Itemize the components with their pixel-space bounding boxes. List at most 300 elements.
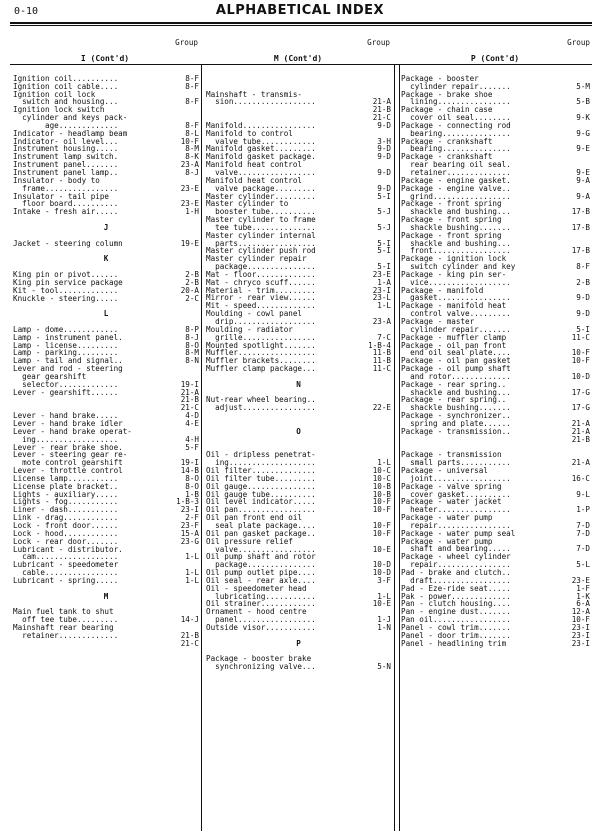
entry-text: Package - front spring bbox=[401, 215, 502, 225]
entry-text: Package - manifold heat bbox=[401, 301, 507, 311]
entry-group: 2-B bbox=[576, 277, 590, 287]
entry-text: cam.................. bbox=[13, 552, 119, 562]
entry-text: Lamp - tail and signal.. bbox=[13, 356, 123, 366]
spacer bbox=[206, 75, 391, 83]
entry-text: retainer............. bbox=[13, 630, 119, 640]
entry-text: Oil - speedometer head bbox=[206, 583, 307, 593]
entry-text: selector............. bbox=[13, 379, 119, 389]
entry-text: Muffler clamp package... bbox=[206, 364, 316, 374]
entry-text: Oil pan gasket package.. bbox=[206, 528, 316, 538]
entry-text: Package - front spring bbox=[401, 230, 502, 240]
index-entry bbox=[13, 240, 199, 248]
entry-text: License lamp........... bbox=[13, 473, 119, 483]
entry-text: grille................ bbox=[206, 332, 316, 342]
column-divider-2 bbox=[394, 64, 400, 831]
entry-text: Manifold gasket......... bbox=[206, 144, 316, 154]
entry-group: 10-F bbox=[180, 136, 199, 146]
entry-text: bearing............... bbox=[401, 144, 511, 154]
entry-text: Ornament - hood centre bbox=[206, 607, 307, 617]
entry-text: shackle bushing....... bbox=[401, 222, 511, 232]
entry-text: shaft and bearing..... bbox=[401, 544, 511, 554]
entry-group: 12-A bbox=[571, 607, 590, 617]
entry-text: Lubricant - speedometer bbox=[13, 560, 119, 570]
entry-group: 1-F bbox=[576, 583, 590, 593]
spacer bbox=[206, 412, 391, 420]
entry-group: 1-B-4 bbox=[368, 340, 391, 350]
entry-text: spring and plate...... bbox=[401, 418, 511, 428]
index-column-2 bbox=[206, 67, 391, 671]
entry-text: Package - crankshaft bbox=[401, 136, 493, 146]
index-entry bbox=[401, 428, 590, 436]
entry-group: 5-L bbox=[576, 560, 590, 570]
entry-group: 21-B bbox=[180, 395, 199, 405]
entry-text: Pad - Eze-ride seat..... bbox=[401, 583, 511, 593]
entry-group: 17-G bbox=[571, 403, 590, 413]
entry-text: Lever - steering gear re- bbox=[13, 450, 128, 460]
entry-group: 11-C bbox=[571, 332, 590, 342]
entry-group: 21-A bbox=[372, 97, 391, 107]
entry-text: Oil pan................. bbox=[206, 505, 316, 515]
entry-text: panel................. bbox=[206, 615, 316, 625]
entry-group: 23-I bbox=[571, 622, 590, 632]
entry-group: 9-D bbox=[377, 152, 391, 162]
entry-group: 21-A bbox=[571, 458, 590, 468]
entry-text: Package - muffler clamp bbox=[401, 332, 507, 342]
entry-text: Panel - cowl trim....... bbox=[401, 622, 511, 632]
entry-text: Oil filter.............. bbox=[206, 466, 316, 476]
entry-text: Package - booster bbox=[401, 73, 479, 83]
entry-group: 8-M bbox=[185, 348, 199, 358]
entry-text: Package - rear spring.. bbox=[401, 379, 507, 389]
entry-text: Oil pump outlet pipe.... bbox=[206, 568, 316, 578]
header-rule bbox=[10, 22, 592, 24]
entry-text: Oil seal - rear axle.... bbox=[206, 575, 316, 585]
entry-group: 23-I bbox=[571, 630, 590, 640]
entry-group: 1-H bbox=[185, 207, 199, 217]
entry-text: Instrument lamp switch. bbox=[13, 152, 119, 162]
entry-text: booster tube.......... bbox=[206, 207, 316, 217]
entry-text: Master cylinder to frame bbox=[206, 215, 316, 225]
entry-text: Lever - hand brake..... bbox=[13, 411, 119, 421]
entry-text: Package - valve spring bbox=[401, 481, 502, 491]
entry-text: Ignition coil cable.... bbox=[13, 81, 119, 91]
entry-text: front................. bbox=[401, 246, 511, 256]
entry-group: 10-F bbox=[571, 348, 590, 358]
entry-group: 8-F bbox=[185, 97, 199, 107]
entry-group: 9-A bbox=[576, 175, 590, 185]
entry-group: 3-H bbox=[377, 136, 391, 146]
entry-text: cylinder and keys pack- bbox=[13, 113, 128, 123]
entry-group: 23-A bbox=[180, 160, 199, 170]
entry-group: 5-F bbox=[185, 442, 199, 452]
entry-text: Jacket - steering column bbox=[13, 238, 123, 248]
entry-group: 19-E bbox=[180, 238, 199, 248]
entry-group: 10-F bbox=[571, 356, 590, 366]
entry-text: off tee tube......... bbox=[13, 615, 119, 625]
entry-text: small parts........... bbox=[401, 458, 511, 468]
entry-group: 23-E bbox=[180, 183, 199, 193]
entry-text: Material - trim......... bbox=[206, 285, 316, 295]
section-letter bbox=[13, 585, 199, 609]
entry-text: grind................. bbox=[401, 191, 511, 201]
entry-group: 23-G bbox=[180, 536, 199, 546]
section-letter-text: P bbox=[296, 638, 301, 648]
entry-group: 10-F bbox=[372, 528, 391, 538]
entry-group: 1-B-3 bbox=[176, 497, 199, 507]
entry-group: 4-E bbox=[185, 419, 199, 429]
entry-group: 9-L bbox=[576, 489, 590, 499]
entry-text: Lock - hood............ bbox=[13, 528, 119, 538]
entry-text: Package - connecting rod bbox=[401, 120, 511, 130]
entry-text: Package - oil pump shaft bbox=[401, 364, 511, 374]
entry-group: 21-A bbox=[180, 387, 199, 397]
section-letter bbox=[13, 247, 199, 271]
entry-group: 5-N bbox=[377, 662, 391, 672]
section-letter-text: M bbox=[103, 591, 109, 601]
entry-text: Instrument housing..... bbox=[13, 144, 119, 154]
column-heading-2: M (Cont'd) bbox=[273, 54, 323, 63]
entry-text: Manifold gasket package. bbox=[206, 152, 316, 162]
entry-group: 23-F bbox=[180, 520, 199, 530]
entry-group: 8-M bbox=[185, 144, 199, 154]
entry-group: 5-I bbox=[377, 262, 391, 272]
entry-group: 5-J bbox=[377, 222, 391, 232]
entry-text: valve................. bbox=[206, 167, 316, 177]
entry-group: 9-D bbox=[576, 309, 590, 319]
entry-text: gear gearshift bbox=[13, 371, 87, 381]
section-letter bbox=[13, 302, 199, 326]
index-entry bbox=[401, 436, 590, 444]
entry-group: 5-B bbox=[576, 97, 590, 107]
entry-group: 17-B bbox=[571, 222, 590, 232]
group-header-3: Group bbox=[567, 38, 590, 47]
entry-text: gasket................ bbox=[401, 293, 511, 303]
entry-text: repair................ bbox=[401, 520, 511, 530]
entry-text: Oil pressure relief bbox=[206, 536, 293, 546]
entry-group: 9-D bbox=[377, 120, 391, 130]
entry-group: 11-B bbox=[372, 348, 391, 358]
entry-group: 1-L bbox=[377, 301, 391, 311]
entry-group: 4-D bbox=[185, 411, 199, 421]
entry-group: 17-B bbox=[571, 246, 590, 256]
entry-text: Liner - dash........... bbox=[13, 505, 119, 515]
entry-text: Mit - speed............. bbox=[206, 301, 316, 311]
entry-text: valve tube............ bbox=[206, 136, 316, 146]
entry-text: Lamp - license......... bbox=[13, 340, 119, 350]
entry-text: Indicator- oil level... bbox=[13, 136, 119, 146]
entry-group: 1-L bbox=[185, 568, 199, 578]
entry-group: 23-E bbox=[180, 199, 199, 209]
section-letter-text: L bbox=[103, 309, 109, 319]
entry-group: 10-B bbox=[372, 489, 391, 499]
entry-text: cover gasket.......... bbox=[401, 489, 511, 499]
entry-group: 5-I bbox=[377, 191, 391, 201]
entry-text: Moulding - radiator bbox=[206, 324, 293, 334]
entry-text: age............. bbox=[13, 120, 119, 130]
entry-text: and rotor............. bbox=[401, 371, 511, 381]
entry-group: 1-L bbox=[377, 458, 391, 468]
entry-group: 21-C bbox=[180, 403, 199, 413]
entry-text: Nut-rear wheel bearing.. bbox=[206, 395, 316, 405]
entry-group: 9-A bbox=[576, 191, 590, 201]
entry-group: 8-F bbox=[185, 81, 199, 91]
entry-text: Ignition coil lock bbox=[13, 89, 96, 99]
group-header-1: Group bbox=[175, 38, 198, 47]
entry-group: 5-M bbox=[576, 81, 590, 91]
entry-text: Lamp - parking......... bbox=[13, 348, 119, 358]
entry-text: King pin or pivot...... bbox=[13, 269, 119, 279]
index-entry bbox=[13, 577, 199, 585]
entry-text: Package - front spring bbox=[401, 199, 502, 209]
entry-group: 23-I bbox=[180, 505, 199, 515]
entry-text: bearing............... bbox=[401, 128, 511, 138]
entry-text: Lamp - dome............ bbox=[13, 324, 119, 334]
entry-text: tee tube.............. bbox=[206, 222, 316, 232]
entry-text: Mat - floor............. bbox=[206, 269, 316, 279]
entry-text: Manifold heat control bbox=[206, 175, 303, 185]
entry-group: 20-A bbox=[180, 285, 199, 295]
entry-group: 10-F bbox=[372, 505, 391, 515]
entry-text: Package - ignition lock bbox=[401, 254, 507, 264]
entry-text: King pin service package bbox=[13, 277, 123, 287]
entry-text: Lever - rear brake shoe. bbox=[13, 442, 123, 452]
entry-group: 17-G bbox=[571, 387, 590, 397]
entry-text: Master cylinder to bbox=[206, 199, 289, 209]
entry-text: Oil pump shaft and rotor bbox=[206, 552, 316, 562]
entry-group: 9-D bbox=[377, 144, 391, 154]
entry-text: License plate bracket.. bbox=[13, 481, 119, 491]
entry-group: 2-F bbox=[185, 513, 199, 523]
entry-text: Package - synchronizer.. bbox=[401, 411, 511, 421]
entry-text: Ignition lock switch bbox=[13, 105, 105, 115]
index-entry bbox=[13, 389, 199, 397]
spacer bbox=[206, 67, 391, 75]
entry-text: Muffler brackets........ bbox=[206, 356, 316, 366]
entry-group: 21-A bbox=[571, 418, 590, 428]
entry-group: 10-F bbox=[372, 497, 391, 507]
entry-text: cover oil seal........ bbox=[401, 113, 511, 123]
entry-group: 10-F bbox=[372, 520, 391, 530]
entry-group: 8-F bbox=[576, 262, 590, 272]
entry-text: joint................. bbox=[401, 473, 511, 483]
entry-group: 10-B bbox=[372, 481, 391, 491]
entry-text: Mainshaft rear bearing bbox=[13, 622, 114, 632]
entry-group: 8-K bbox=[185, 152, 199, 162]
entry-text: heater................ bbox=[401, 505, 511, 515]
entry-text: Oil gauge............... bbox=[206, 481, 316, 491]
index-entry bbox=[13, 295, 199, 303]
entry-group: 10-E bbox=[372, 544, 391, 554]
entry-text: switch and housing... bbox=[13, 97, 119, 107]
entry-text: synchronizing valve... bbox=[206, 662, 316, 672]
entry-text: Package - booster brake bbox=[206, 654, 312, 664]
entry-text: Link - drag............ bbox=[13, 513, 119, 523]
entry-group: 16-C bbox=[571, 473, 590, 483]
entry-text: Package - wheel cylinder bbox=[401, 552, 511, 562]
section-letter-text: K bbox=[103, 254, 109, 264]
entry-text: shackle and bushing... bbox=[401, 387, 511, 397]
entry-text: Package - water pump bbox=[401, 536, 493, 546]
entry-text: Package - engine gasket. bbox=[401, 175, 511, 185]
entry-text: Ignition coil.......... bbox=[13, 73, 119, 83]
entry-text: Manifold................ bbox=[206, 120, 316, 130]
index-entry bbox=[206, 624, 391, 632]
entry-group: 8-O bbox=[185, 340, 199, 350]
entry-text: Package - king pin ser- bbox=[401, 269, 507, 279]
entry-text: Mounted spotlight....... bbox=[206, 340, 316, 350]
entry-text: parts................. bbox=[206, 238, 316, 248]
entry-text: Instrument panel....... bbox=[13, 160, 119, 170]
entry-text: Mainshaft - transmis- bbox=[206, 89, 303, 99]
entry-group: 8-O bbox=[185, 481, 199, 491]
section-letter bbox=[206, 420, 391, 444]
entry-group: 8-P bbox=[185, 324, 199, 334]
section-letter-text: J bbox=[103, 222, 109, 232]
entry-group: 14-J bbox=[180, 615, 199, 625]
entry-group: 8-F bbox=[185, 120, 199, 130]
entry-text: sion.................. bbox=[206, 97, 316, 107]
entry-text: Package - rear spring.. bbox=[401, 395, 507, 405]
entry-text: Pad - brake and clutch.. bbox=[401, 568, 511, 577]
entry-text: end oil seal plate.... bbox=[401, 348, 511, 358]
entry-text: Package - oil pan gasket bbox=[401, 356, 511, 366]
index-column-1 bbox=[13, 67, 199, 648]
entry-text: Package - oil pan front bbox=[401, 340, 507, 350]
section-letter-text: O bbox=[296, 426, 301, 436]
column-divider-1 bbox=[201, 64, 202, 831]
section-letter bbox=[206, 373, 391, 397]
entry-text: frame................ bbox=[13, 183, 119, 193]
entry-group: 1-B bbox=[185, 489, 199, 499]
entry-text: Intake - fresh air..... bbox=[13, 207, 119, 217]
index-column-3 bbox=[401, 67, 590, 647]
entry-group: 23-L bbox=[372, 293, 391, 303]
entry-group: 1-L bbox=[185, 575, 199, 585]
entry-text: floor board.......... bbox=[13, 199, 119, 209]
entry-group: 8-N bbox=[185, 356, 199, 366]
entry-group: 21-B bbox=[372, 105, 391, 115]
entry-text: Lever and rod - steering bbox=[13, 364, 123, 374]
entry-group: 10-F bbox=[571, 615, 590, 625]
column-heading-3: P (Cont'd) bbox=[470, 54, 520, 63]
section-letter bbox=[13, 216, 199, 240]
entry-group: 9-D bbox=[377, 183, 391, 193]
entry-group: 2-B bbox=[185, 277, 199, 287]
entry-text: shackle bushing....... bbox=[401, 403, 511, 413]
entry-group: 11-B bbox=[372, 356, 391, 366]
entry-group: 23-A bbox=[372, 317, 391, 326]
entry-text: valve package......... bbox=[206, 183, 316, 193]
entry-group: 6-A bbox=[576, 599, 590, 609]
entry-text: Main fuel tank to shut bbox=[13, 607, 114, 617]
entry-group: 1-N bbox=[377, 622, 391, 632]
entry-group: 2-B bbox=[185, 269, 199, 279]
entry-group: 8-O bbox=[185, 473, 199, 483]
entry-text: draft................. bbox=[401, 575, 511, 585]
entry-text: Pan - engine dust....... bbox=[401, 607, 511, 617]
entry-text: Pan oil................. bbox=[401, 615, 511, 625]
column-heading-1: I (Cont'd) bbox=[80, 54, 130, 63]
entry-group: 22-E bbox=[372, 403, 391, 413]
entry-text: Oil - dripless penetrat- bbox=[206, 450, 316, 460]
entry-group: 10-D bbox=[372, 568, 391, 578]
entry-text: Lever - hand brake operat- bbox=[13, 426, 132, 436]
entry-text: Lever - gearshift...... bbox=[13, 387, 119, 397]
entry-text: Package - water jacket bbox=[401, 497, 502, 507]
entry-group: 10-C bbox=[372, 473, 391, 483]
index-entry bbox=[206, 365, 391, 373]
entry-text: Package - transmission.. bbox=[401, 426, 511, 436]
entry-group: 10-E bbox=[372, 599, 391, 609]
entry-text: switch cylinder and key bbox=[401, 262, 516, 272]
entry-group: 23-E bbox=[571, 575, 590, 585]
entry-text: Package - engine valve.. bbox=[401, 183, 511, 193]
entry-group: 21-C bbox=[372, 113, 391, 123]
entry-group: 9-D bbox=[576, 293, 590, 303]
entry-text: Kit - tool............. bbox=[13, 285, 119, 295]
entry-group: 21-C bbox=[180, 638, 199, 648]
entry-group: 23-I bbox=[372, 285, 391, 295]
entry-text: package............... bbox=[206, 560, 316, 570]
entry-group: 8-J bbox=[185, 167, 199, 177]
entry-text: vice.................. bbox=[401, 277, 511, 287]
index-entry bbox=[13, 396, 199, 404]
entry-text: Mat - chryco scuff...... bbox=[206, 277, 316, 287]
entry-text: Knuckle - steering..... bbox=[13, 293, 119, 303]
entry-text: Package - chain case bbox=[401, 105, 493, 115]
entry-group: 2-C bbox=[185, 293, 199, 303]
entry-text: Outside visor........... bbox=[206, 622, 316, 632]
entry-group: 21-A bbox=[571, 426, 590, 436]
entry-group: 10-D bbox=[372, 560, 391, 570]
entry-group: 7-D bbox=[576, 544, 590, 554]
entry-text: Panel - door trim....... bbox=[401, 630, 511, 640]
entry-text: cylinder repair....... bbox=[401, 324, 511, 334]
index-entry bbox=[206, 106, 391, 114]
entry-text: Master cylinder repair bbox=[206, 254, 307, 264]
entry-group: 11-C bbox=[372, 364, 391, 374]
entry-text: Lubricant - distributor. bbox=[13, 544, 123, 554]
entry-group: 23-I bbox=[571, 638, 590, 648]
entry-text: ing................... bbox=[206, 458, 316, 468]
entry-text: seal plate package.... bbox=[206, 520, 316, 530]
entry-text: Lamp - instrument panel. bbox=[13, 332, 123, 342]
entry-group: 17-B bbox=[571, 207, 590, 217]
entry-group: 19-I bbox=[180, 458, 199, 468]
entry-text: Oil gauge tube.......... bbox=[206, 489, 316, 499]
entry-group: 1-L bbox=[377, 591, 391, 601]
entry-group: 1-A bbox=[377, 277, 391, 287]
index-entry bbox=[13, 640, 199, 648]
index-entry bbox=[13, 632, 199, 640]
entry-group: 5-I bbox=[377, 246, 391, 256]
entry-group: 8-J bbox=[185, 332, 199, 342]
entry-group: 5-J bbox=[377, 207, 391, 217]
entry-text: Package - manifold bbox=[401, 285, 484, 295]
entry-text: valve................. bbox=[206, 544, 316, 554]
entry-group: 9-E bbox=[576, 167, 590, 177]
entry-text: Panel - headlining trim bbox=[401, 638, 507, 648]
entry-text: rear bearing oil seal. bbox=[401, 160, 511, 170]
entry-text: Oil strainer............ bbox=[206, 599, 316, 609]
entry-text: control valve......... bbox=[401, 309, 511, 319]
entry-text: Pak - power............. bbox=[401, 591, 511, 601]
index-entry bbox=[206, 98, 391, 106]
entry-text: retainer.............. bbox=[401, 167, 511, 177]
header-rule-thin bbox=[10, 25, 592, 26]
entry-group: 3-F bbox=[377, 575, 391, 585]
section-letter-text: N bbox=[296, 379, 301, 389]
